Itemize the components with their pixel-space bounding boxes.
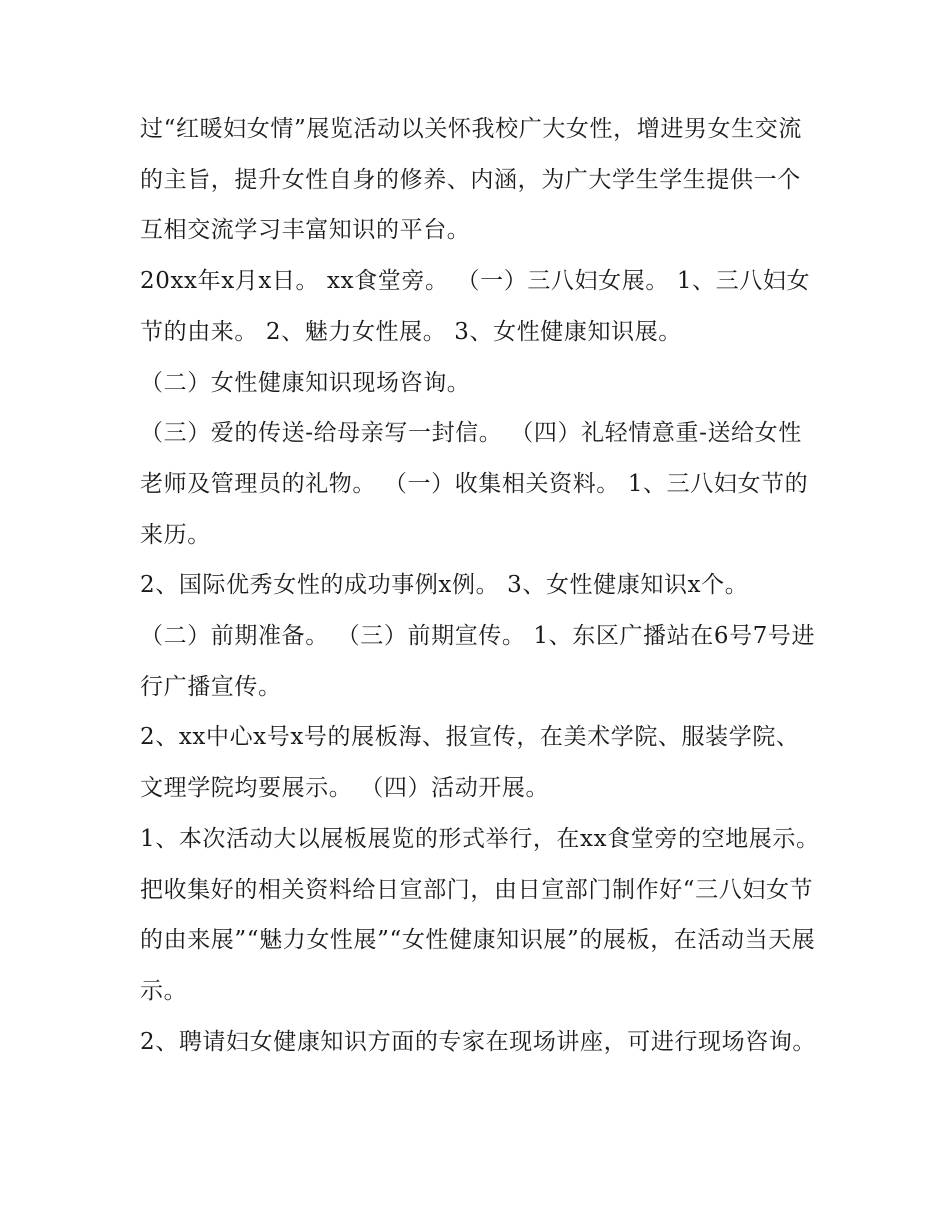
paragraph-consultation: （二）女性健康知识现场咨询。: [140, 369, 471, 396]
document-body: [140, 104, 820, 1067]
paragraph-intro: 过“红暖妇女情”展览活动以关怀我校广大女性，增进男女生交流的主旨，提升女性自身的修养、内涵，为广大学生学生提供一个互相交流学习丰富知识的平台。: [140, 116, 802, 244]
paragraph-examples: 2、国际优秀女性的成功事例x例。 3、女性健康知识x个。: [140, 572, 749, 599]
paragraph-preparation-publicity: （二）前期准备。 （三）前期宣传。 1、东区广播站在6号7号进行广播宣传。: [140, 623, 816, 700]
paragraph-posters: 2、xx中心x号x号的展板海、报宣传，在美术学院、服装学院、文理学院均要展示。 （四）活动开展。: [140, 724, 800, 802]
paragraph-exhibition: 1、本次活动大以展板展览的形式举行，在xx食堂旁的空地展示。把收集好的相关资料给日宣部门，由日宣部门制作好“三八妇女节的由来展”“魅力女性展”“女性健康知识展”的展板，在活动当天展示。: [140, 825, 820, 1004]
paragraph-expert-lecture: 2、聘请妇女健康知识方面的专家在现场讲座，可进行现场咨询。: [140, 1028, 817, 1055]
paragraph-time-place-content: 20xx年x月x日。 xx食堂旁。 （一）三八妇女展。 1、三八妇女节的由来。 2、魅力女性展。 3、女性健康知识展。: [140, 268, 811, 345]
paragraph-letter-gift-collection: （三）爱的传送-给母亲写一封信。 （四）礼轻情意重-送给女性老师及管理员的礼物。 （一）收集相关资料。 1、三八妇女节的来历。: [140, 420, 809, 548]
